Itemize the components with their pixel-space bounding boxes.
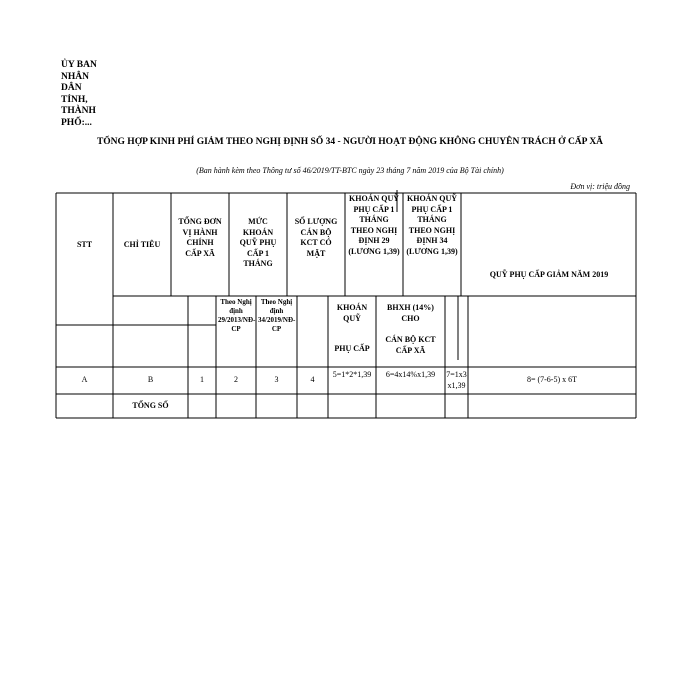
org-line: TỈNH,	[61, 94, 88, 105]
code-cell: 6=4x14%x1,39	[385, 370, 436, 379]
org-line: PHỐ:...	[61, 117, 92, 128]
header-khoan-nd34: KHOÁN QUỸ PHỤ CẤP 1 THÁNG THEO NGHỊ ĐỊNH 34 (LƯƠNG 1,39)	[406, 194, 458, 256]
org-line: ỦY BAN	[61, 60, 97, 70]
org-line: NHÂN	[61, 71, 89, 82]
header-bhxh: BHXH (14%) CHO	[387, 303, 434, 323]
org-line: THÀNH	[61, 106, 96, 116]
header-so-luong: SỐ LƯỢNG CÁN BỘ KCT CÓ MẶT	[294, 217, 338, 258]
header-khoan-quy: KHOÁN QUỸ	[336, 303, 368, 323]
document-subtitle: (Ban hành kèm theo Thông tư số 46/2019/TT-BTC ngày 23 tháng 7 năm 2019 của Bộ Tài chính)	[196, 166, 504, 175]
header-khoan-nd29: KHOÁN QUỸ PHỤ CẤP 1 THÁNG THEO NGHỊ ĐỊNH 29 (LƯƠNG 1,39)	[348, 194, 400, 256]
header-phu-cap: PHỤ CẤP	[334, 344, 370, 353]
header-quy-phu-cap-giam: QUỸ PHỤ CẤP GIẢM NĂM 2019	[489, 270, 609, 279]
code-cell: 8= (7-6-5) x 6T	[526, 375, 578, 384]
code-cell: A	[81, 375, 88, 384]
header-tong-don-vi: TỔNG ĐƠN VỊ HÀNH CHÍNH CẤP XÃ	[178, 217, 222, 258]
code-cell: 4	[310, 375, 315, 384]
org-line: DÂN	[61, 83, 82, 93]
header-muc-khoan: MỨC KHOÁN QUỸ PHỤ CẤP 1 THÁNG	[239, 217, 277, 268]
header-stt: STT	[76, 240, 93, 249]
header-chi-tieu: CHỈ TIÊU	[123, 240, 161, 249]
header-nd34: Theo Nghị định 34/2019/NĐ-CP	[258, 298, 296, 333]
code-cell: B	[147, 375, 154, 384]
code-cell: 3	[274, 375, 279, 384]
unit-label: Đơn vị: triệu đồng	[570, 182, 630, 191]
code-cell: 5=1*2*1,39	[332, 370, 372, 379]
code-cell: 2	[234, 375, 238, 384]
document-title: TỔNG HỢP KINH PHÍ GIẢM THEO NGHỊ ĐỊNH SỐ 34 - NGƯỜI HOẠT ĐỘNG KHÔNG CHUYÊN TRÁCH Ở CẤP XÃ	[96, 137, 604, 147]
header-nd29: Theo Nghị định 29/2013/NĐ-CP	[218, 298, 256, 333]
total-label: TỔNG SỐ	[132, 401, 169, 410]
code-cell: 7=1x3 x1,39	[446, 370, 467, 390]
code-cell: 1	[200, 375, 204, 384]
header-can-bo: CÁN BỘ KCT CẤP XÃ	[385, 335, 436, 355]
